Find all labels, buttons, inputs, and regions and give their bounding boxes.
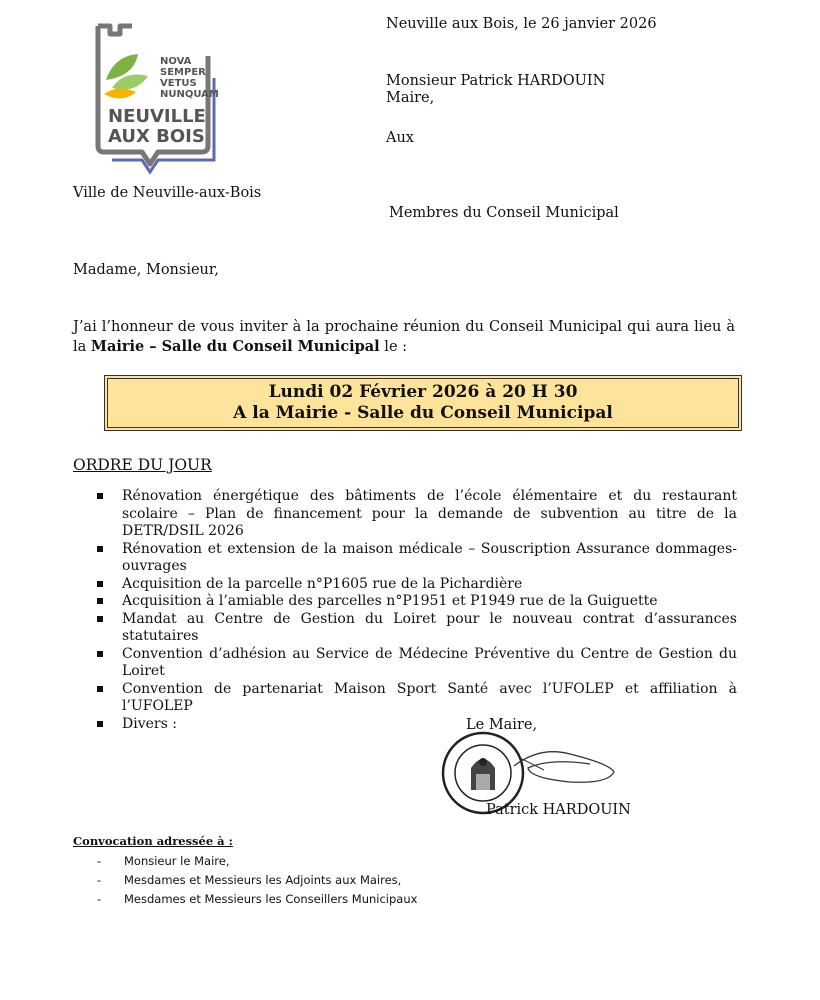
agenda-item xyxy=(97,646,737,681)
city-logo xyxy=(92,18,220,186)
members-line: Membres du Conseil Municipal xyxy=(389,205,619,221)
meeting-date: Lundi 02 Février 2026 à 20 H 30 xyxy=(268,382,578,402)
meeting-box xyxy=(104,375,742,431)
intro-tail: le : xyxy=(379,339,408,355)
agenda-item xyxy=(97,611,737,646)
logo-motto-1: NOVA xyxy=(160,56,192,67)
convocation-list xyxy=(97,852,417,909)
date-line: Neuville aux Bois, le 26 janvier 2026 xyxy=(386,16,657,32)
convocation-title: Convocation adressée à : xyxy=(73,834,233,848)
agenda-item xyxy=(97,541,737,576)
convocation-item: - Mesdames et Messieurs les Adjoints aux Maires, xyxy=(97,871,417,890)
recipient-title: Maire, xyxy=(386,90,435,106)
intro-text: J’ai l’honneur de vous inviter à la prochaine réunion du Conseil Municipal qui aura lieu à la xyxy=(73,319,735,355)
bullet-icon xyxy=(97,616,103,622)
agenda-item xyxy=(97,716,737,734)
agenda-list xyxy=(97,488,737,733)
logo-name-line1: NEUVILLE xyxy=(108,106,206,127)
logo-motto-4: NUNQUAM xyxy=(160,89,219,100)
aux-line: Aux xyxy=(386,130,414,146)
agenda-item-text: Convention de partenariat Maison Sport Santé avec l’UFOLEP et affiliation à l’UFOLEP xyxy=(122,680,737,714)
logo-motto-2: SEMPER xyxy=(160,67,206,78)
agenda-item-text: Rénovation énergétique des bâtiments de l’école élémentaire et du restaurant scolaire – Plan de financement pour la demande de subvention au titre de la DETR/DSIL 2026 xyxy=(122,488,737,539)
agenda-item xyxy=(97,488,737,541)
intro-paragraph xyxy=(73,318,735,357)
recipient-name: Monsieur Patrick HARDOUIN xyxy=(386,73,606,89)
agenda-item xyxy=(97,593,737,611)
agenda-item-text: Acquisition à l’amiable des parcelles n°P1951 et P1949 rue de la Guiguette xyxy=(122,593,658,609)
bullet-icon xyxy=(97,546,103,552)
convocation-item: - Monsieur le Maire, xyxy=(97,852,417,871)
meeting-location: A la Mairie - Salle du Conseil Municipal xyxy=(233,403,613,423)
mayor-label: Le Maire, xyxy=(466,717,538,733)
bullet-icon xyxy=(97,493,103,499)
agenda-item-text: Divers : xyxy=(122,715,177,732)
salutation: Madame, Monsieur, xyxy=(73,262,219,278)
bullet-icon xyxy=(97,721,103,727)
agenda-item-text: Convention d’adhésion au Service de Médecine Préventive du Centre de Gestion du Loiret xyxy=(122,645,737,679)
agenda-item-text: Mandat au Centre de Gestion du Loiret pour le nouveau contrat d’assurances statutaires xyxy=(122,610,737,644)
bullet-icon xyxy=(97,651,103,657)
city-name: Ville de Neuville-aux-Bois xyxy=(73,185,262,201)
logo-motto-3: VETUS xyxy=(160,78,197,89)
signature-icon xyxy=(510,738,622,793)
agenda-item-text: Acquisition de la parcelle n°P1605 rue de la Pichardière xyxy=(122,575,523,592)
bullet-icon xyxy=(97,686,103,692)
mayor-name: Patrick HARDOUIN xyxy=(486,802,631,818)
agenda-item xyxy=(97,681,737,716)
intro-bold: Mairie – Salle du Conseil Municipal xyxy=(90,338,380,355)
bullet-icon xyxy=(97,581,103,587)
agenda-item-text: Rénovation et extension de la maison médicale – Souscription Assurance dommages-ouvrages xyxy=(122,540,737,574)
convocation-item: - Mesdames et Messieurs les Conseillers Municipaux xyxy=(97,890,417,909)
bullet-icon xyxy=(97,598,103,604)
logo-name-line2: AUX BOIS xyxy=(108,126,205,147)
agenda-item xyxy=(97,576,737,594)
agenda-heading: ORDRE DU JOUR xyxy=(73,456,212,474)
